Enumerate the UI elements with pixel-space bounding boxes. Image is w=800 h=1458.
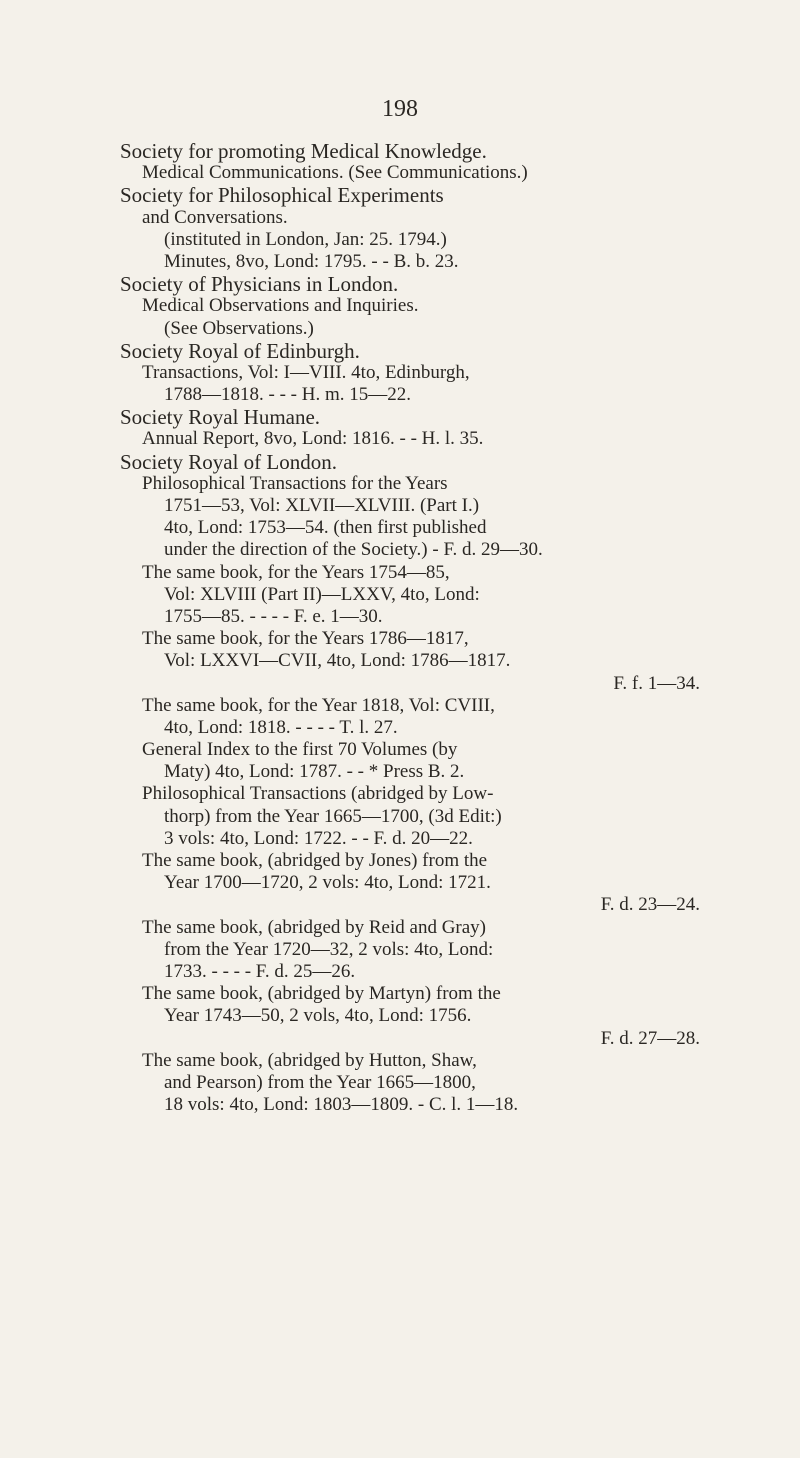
entry-line: Vol: LXXVI—CVII, 4to, Lond: 1786—1817. [164, 650, 511, 672]
entry-line: from the Year 1720—32, 2 vols: 4to, Lond: [164, 938, 494, 960]
entry-line: Year 1700—1720, 2 vols: 4to, Lond: 1721. [164, 872, 491, 894]
entry-line: The same book, (abridged by Reid and Gray) [142, 916, 487, 938]
entry-heading: Society Royal of London. [120, 449, 337, 474]
entry-line: The same book, for the Years 1786—1817, [142, 628, 469, 650]
page-number: 198 [382, 96, 418, 122]
entry-line: Maty) 4to, Lond: 1787. - - * Press B. 2. [164, 761, 465, 783]
entry-heading: Society Royal of Edinburgh. [120, 338, 360, 363]
entry-line: The same book, for the Year 1818, Vol: CVIII, [142, 694, 495, 716]
entry-line: thorp) from the Year 1665—1700, (3d Edit:) [164, 805, 502, 827]
entry-line: F. d. 27—28. [600, 1027, 700, 1049]
entry-line: Annual Report, 8vo, Lond: 1816. - - H. l. 35. [142, 428, 484, 450]
entry-heading: Society Royal Humane. [120, 405, 321, 430]
entry-line: F. f. 1—34. [613, 672, 700, 694]
entry-line: 18 vols: 4to, Lond: 1803—1809. - C. l. 1—18. [164, 1094, 519, 1116]
entry-line: Philosophical Transactions for the Years [142, 472, 448, 494]
entry-line: 1733. - - - - F. d. 25—26. [164, 960, 356, 982]
entry-line: General Index to the first 70 Volumes (by [142, 739, 458, 761]
entry-line: The same book, (abridged by Martyn) from the [142, 983, 501, 1005]
entry-line: 1751—53, Vol: XLVII—XLVIII. (Part I.) [164, 495, 480, 516]
entry-line: and Conversations. [142, 206, 288, 228]
entry-line: and Pearson) from the Year 1665—1800, [164, 1071, 476, 1093]
entry-line: Philosophical Transactions (abridged by Low- [142, 783, 494, 805]
entry-line: Medical Observations and Inquiries. [142, 295, 419, 317]
entry-line: Transactions, Vol: I—VIII. 4to, Edinburgh, [142, 361, 470, 383]
entry-line: The same book, for the Years 1754—85, [142, 561, 450, 583]
entry-line: Minutes, 8vo, Lond: 1795. - - B. b. 23. [164, 250, 459, 272]
entry-heading: Society for promoting Medical Knowledge. [120, 139, 487, 163]
entry-line: 3 vols: 4to, Lond: 1722. - - F. d. 20—22. [164, 827, 473, 849]
entry-line: under the direction of the Society.) - F. d. 29—30. [164, 539, 543, 561]
entry-line: F. d. 23—24. [600, 894, 700, 916]
entry-line: Medical Communications. (See Communications.) [142, 162, 528, 184]
entry-line: 4to, Lond: 1818. - - - - T. l. 27. [164, 716, 398, 738]
entry-line: Vol: XLVIII (Part II)—LXXV, 4to, Lond: [164, 583, 480, 605]
index-entries [120, 140, 700, 1116]
entry-line: 1788—1818. - - - H. m. 15—22. [164, 384, 411, 406]
entry-line: The same book, (abridged by Hutton, Shaw, [142, 1049, 477, 1071]
entry-line: (See Observations.) [164, 317, 314, 339]
entry-line: 4to, Lond: 1753—54. (then first published [164, 517, 487, 539]
entry-line: The same book, (abridged by Jones) from the [142, 850, 488, 871]
entry-line: 1755—85. - - - - F. e. 1—30. [164, 605, 383, 627]
entry-line: (instituted in London, Jan: 25. 1794.) [164, 228, 447, 250]
entry-heading: Society for Philosophical Experiments [120, 183, 444, 208]
entry-line: Year 1743—50, 2 vols, 4to, Lond: 1756. [164, 1005, 472, 1027]
entry-heading: Society of Physicians in London. [120, 272, 399, 297]
